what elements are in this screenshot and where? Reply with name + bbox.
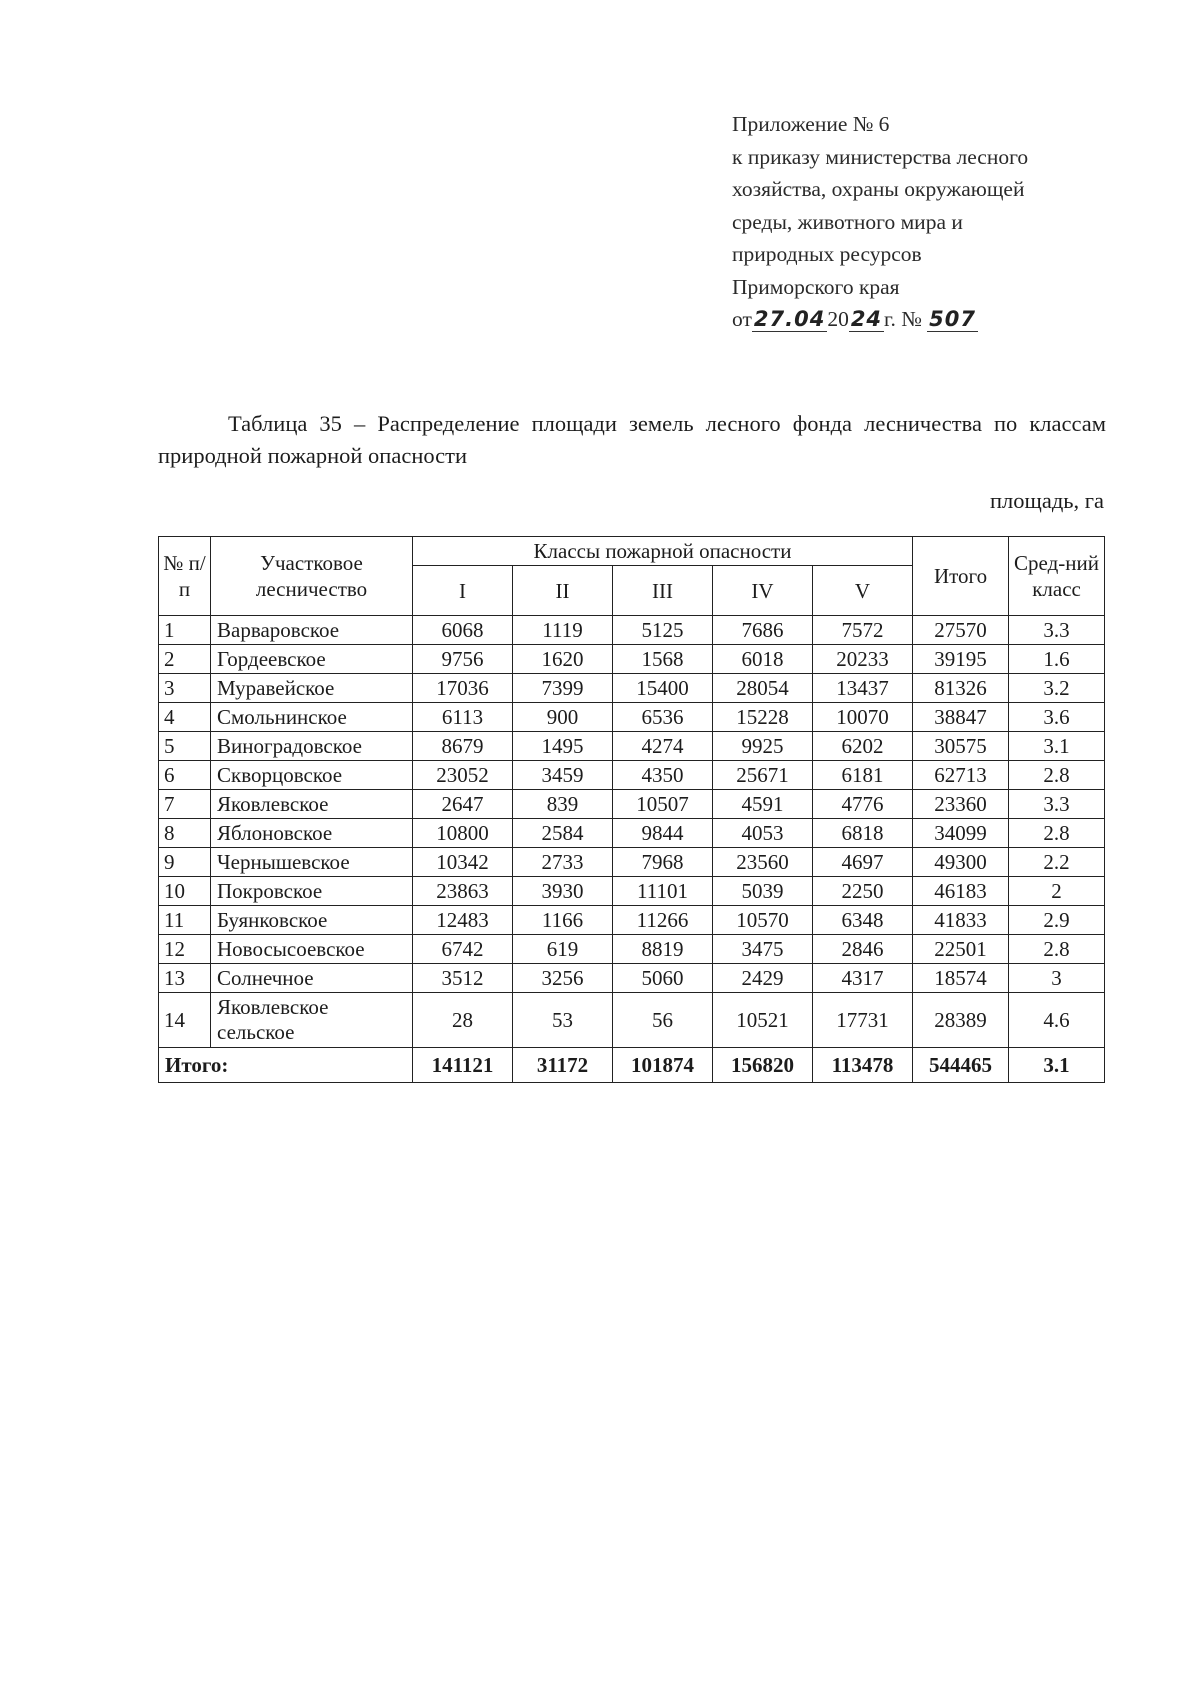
cell-total: 62713: [913, 761, 1009, 790]
cell-class-2: 900: [513, 703, 613, 732]
cell-class-4: 10521: [713, 993, 813, 1048]
cell-avg: 4.6: [1009, 993, 1105, 1048]
cell-class-2: 53: [513, 993, 613, 1048]
table-row: [159, 703, 1105, 732]
cell-class-5: 4317: [813, 964, 913, 993]
cell-avg: 2.9: [1009, 906, 1105, 935]
cell-class-2: 7399: [513, 674, 613, 703]
cell-avg: 2.8: [1009, 761, 1105, 790]
cell-name: Яблоновское: [211, 819, 413, 848]
cell-class-3: 7968: [613, 848, 713, 877]
cell-class-1: 3512: [413, 964, 513, 993]
cell-class-1: 2647: [413, 790, 513, 819]
cell-avg: 2.8: [1009, 819, 1105, 848]
cell-class-5: 2846: [813, 935, 913, 964]
cell-avg: 3.2: [1009, 674, 1105, 703]
cell-class-4: 6018: [713, 645, 813, 674]
table-row: [159, 790, 1105, 819]
cell-class-1: 12483: [413, 906, 513, 935]
cell-class-4: 4591: [713, 790, 813, 819]
handwritten-number: 507: [929, 307, 976, 331]
cell-class-2: 1620: [513, 645, 613, 674]
header-name: Участковое лесничество: [211, 537, 413, 616]
cell-total: 22501: [913, 935, 1009, 964]
cell-avg: 3.1: [1009, 732, 1105, 761]
handwritten-year: 24: [850, 307, 883, 331]
units-label: площадь, га: [989, 488, 1104, 513]
cell-num: 9: [159, 848, 211, 877]
cell-name: Скворцовское: [211, 761, 413, 790]
cell-class-1: 23863: [413, 877, 513, 906]
cell-class-1: 6068: [413, 616, 513, 645]
cell-class-5: 4776: [813, 790, 913, 819]
table-row: [159, 935, 1105, 964]
header-class: V: [813, 566, 913, 616]
table-row: [159, 964, 1105, 993]
cell-avg: 3.6: [1009, 703, 1105, 732]
total-sum: 544465: [913, 1048, 1009, 1083]
header-num: № п/п: [159, 537, 211, 616]
header-total: Итого: [913, 537, 1009, 616]
cell-class-4: 4053: [713, 819, 813, 848]
cell-avg: 3: [1009, 964, 1105, 993]
cell-class-1: 8679: [413, 732, 513, 761]
cell-class-3: 10507: [613, 790, 713, 819]
cell-name-line: Яковлевское: [217, 995, 329, 1019]
fire-danger-table: [158, 536, 1105, 1083]
table-row: [159, 616, 1105, 645]
cell-class-4: 25671: [713, 761, 813, 790]
table-row: [159, 674, 1105, 703]
total-class-1: 141121: [413, 1048, 513, 1083]
cell-total: 23360: [913, 790, 1009, 819]
cell-class-4: 7686: [713, 616, 813, 645]
cell-class-3: 9844: [613, 819, 713, 848]
cell-name: Гордеевское: [211, 645, 413, 674]
cell-class-4: 3475: [713, 935, 813, 964]
cell-avg: 2: [1009, 877, 1105, 906]
cell-avg: 1.6: [1009, 645, 1105, 674]
cell-class-3: 56: [613, 993, 713, 1048]
totals-label: Итого:: [159, 1048, 413, 1083]
appendix-title: Приложение № 6: [732, 112, 890, 136]
cell-class-3: 8819: [613, 935, 713, 964]
cell-num: 12: [159, 935, 211, 964]
table-row: [159, 906, 1105, 935]
appendix-line: Приморского края: [732, 274, 900, 299]
cell-num: 4: [159, 703, 211, 732]
cell-num: 2: [159, 645, 211, 674]
cell-name: Варваровское: [211, 616, 413, 645]
total-avg: 3.1: [1009, 1048, 1105, 1083]
cell-name: Новосысоевское: [211, 935, 413, 964]
table-row: [159, 819, 1105, 848]
cell-class-2: 839: [513, 790, 613, 819]
cell-class-3: 11266: [613, 906, 713, 935]
cell-class-2: 3930: [513, 877, 613, 906]
cell-class-3: 5060: [613, 964, 713, 993]
header-class: IV: [713, 566, 813, 616]
cell-num: 11: [159, 906, 211, 935]
cell-num: 10: [159, 877, 211, 906]
cell-avg: 2.8: [1009, 935, 1105, 964]
cell-name: Виноградовское: [211, 732, 413, 761]
cell-name: Муравейское: [211, 674, 413, 703]
cell-class-5: 7572: [813, 616, 913, 645]
appendix-line: к приказу министерства лесного: [732, 144, 1029, 169]
cell-class-3: 4350: [613, 761, 713, 790]
cell-total: 27570: [913, 616, 1009, 645]
cell-class-4: 15228: [713, 703, 813, 732]
table-row: [159, 877, 1105, 906]
table-row: [159, 993, 1105, 1048]
total-class-2: 31172: [513, 1048, 613, 1083]
cell-total: 38847: [913, 703, 1009, 732]
cell-class-4: 2429: [713, 964, 813, 993]
cell-name: Покровское: [211, 877, 413, 906]
cell-class-5: 20233: [813, 645, 913, 674]
cell-avg: 3.3: [1009, 790, 1105, 819]
total-class-3: 101874: [613, 1048, 713, 1083]
cell-class-2: 1166: [513, 906, 613, 935]
cell-num: 6: [159, 761, 211, 790]
cell-class-5: 6818: [813, 819, 913, 848]
appendix-line: природных ресурсов: [732, 242, 922, 266]
cell-class-2: 619: [513, 935, 613, 964]
cell-class-5: 17731: [813, 993, 913, 1048]
cell-class-4: 23560: [713, 848, 813, 877]
cell-name: Чернышевское: [211, 848, 413, 877]
cell-num: 3: [159, 674, 211, 703]
cell-class-4: 10570: [713, 906, 813, 935]
cell-class-5: 10070: [813, 703, 913, 732]
cell-class-1: 10342: [413, 848, 513, 877]
cell-class-1: 28: [413, 993, 513, 1048]
appendix-line: хозяйства, охраны окружающей: [732, 177, 1025, 201]
cell-class-2: 1119: [513, 616, 613, 645]
cell-class-1: 17036: [413, 674, 513, 703]
date-prefix: от: [732, 307, 752, 331]
cell-class-3: 1568: [613, 645, 713, 674]
cell-class-3: 15400: [613, 674, 713, 703]
cell-class-3: 11101: [613, 877, 713, 906]
total-class-4: 156820: [713, 1048, 813, 1083]
cell-class-1: 9756: [413, 645, 513, 674]
table-body: [159, 616, 1105, 1083]
cell-total: 34099: [913, 819, 1009, 848]
cell-num: 13: [159, 964, 211, 993]
cell-class-5: 6348: [813, 906, 913, 935]
cell-class-1: 23052: [413, 761, 513, 790]
cell-class-3: 6536: [613, 703, 713, 732]
cell-class-2: 2584: [513, 819, 613, 848]
cell-class-2: 2733: [513, 848, 613, 877]
appendix-header: [732, 108, 1028, 336]
total-class-5: 113478: [813, 1048, 913, 1083]
cell-name: Смольнинское: [211, 703, 413, 732]
header-avg: Сред-ний класс: [1009, 537, 1105, 616]
cell-total: 81326: [913, 674, 1009, 703]
cell-total: 28389: [913, 993, 1009, 1048]
cell-name-line: сельское: [217, 1020, 295, 1044]
cell-class-5: 6181: [813, 761, 913, 790]
cell-class-1: 10800: [413, 819, 513, 848]
cell-class-5: 2250: [813, 877, 913, 906]
cell-class-2: 1495: [513, 732, 613, 761]
cell-name: [211, 993, 413, 1048]
cell-class-5: 4697: [813, 848, 913, 877]
appendix-date-line: [732, 303, 1028, 336]
header-class: III: [613, 566, 713, 616]
cell-total: 18574: [913, 964, 1009, 993]
cell-class-5: 13437: [813, 674, 913, 703]
table-row: [159, 645, 1105, 674]
table-row: [159, 732, 1105, 761]
cell-total: 39195: [913, 645, 1009, 674]
cell-num: 7: [159, 790, 211, 819]
cell-total: 49300: [913, 848, 1009, 877]
table-caption: Таблица 35 – Распределение площади земель лесного фонда лесничества по классам природной пожарной опасности: [158, 411, 1106, 468]
cell-num: 8: [159, 819, 211, 848]
cell-class-2: 3459: [513, 761, 613, 790]
appendix-line: среды, животного мира и: [732, 209, 963, 234]
cell-class-1: 6742: [413, 935, 513, 964]
cell-num: 14: [159, 993, 211, 1048]
cell-num: 1: [159, 616, 211, 645]
cell-avg: 2.2: [1009, 848, 1105, 877]
cell-name: Солнечное: [211, 964, 413, 993]
header-class: I: [413, 566, 513, 616]
cell-name: Яковлевское: [211, 790, 413, 819]
cell-total: 30575: [913, 732, 1009, 761]
cell-name: Буянковское: [211, 906, 413, 935]
header-classes-group: Классы пожарной опасности: [413, 537, 913, 566]
cell-num: 5: [159, 732, 211, 761]
cell-class-5: 6202: [813, 732, 913, 761]
cell-class-4: 9925: [713, 732, 813, 761]
table-row: [159, 761, 1105, 790]
number-prefix: г. №: [884, 307, 922, 331]
year-prefix: 20: [827, 307, 849, 331]
handwritten-date: 27.04: [753, 307, 826, 331]
cell-class-4: 5039: [713, 877, 813, 906]
cell-total: 46183: [913, 877, 1009, 906]
cell-class-2: 3256: [513, 964, 613, 993]
cell-avg: 3.3: [1009, 616, 1105, 645]
table-row: [159, 848, 1105, 877]
cell-class-3: 5125: [613, 616, 713, 645]
header-class: II: [513, 566, 613, 616]
cell-class-3: 4274: [613, 732, 713, 761]
cell-class-4: 28054: [713, 674, 813, 703]
cell-total: 41833: [913, 906, 1009, 935]
cell-class-1: 6113: [413, 703, 513, 732]
totals-row: [159, 1048, 1105, 1083]
